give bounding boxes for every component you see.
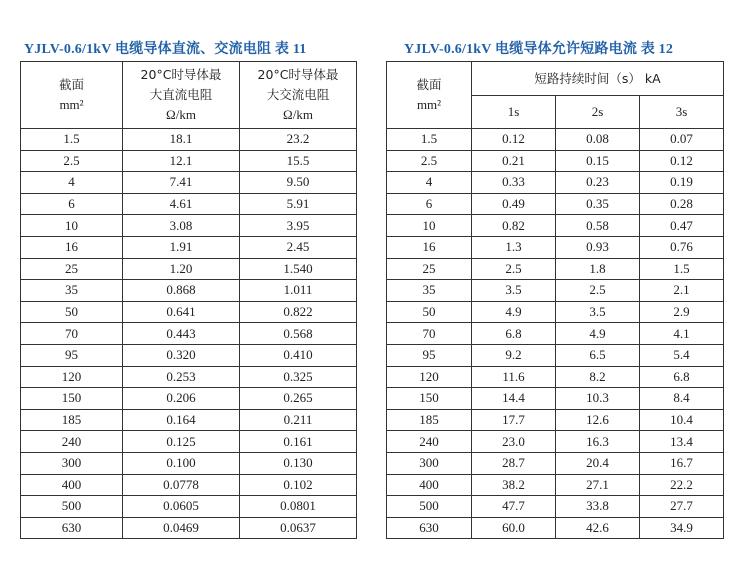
cell-value: 4.9 [472,301,556,323]
table-row [21,236,357,258]
cell-section: 2.5 [387,150,472,172]
cell-value: 0.443 [123,323,240,345]
cell-section: 95 [21,344,123,366]
cell-value: 0.164 [123,409,240,431]
cell-value: 1.8 [556,258,640,280]
cell-value: 0.253 [123,366,240,388]
table-row [387,366,724,388]
cell-section: 16 [387,236,472,258]
cell-value: 4.61 [123,193,240,215]
table-row [387,193,724,215]
cell-section: 150 [387,388,472,410]
cell-section: 185 [21,409,123,431]
cell-value: 3.08 [123,215,240,237]
cell-value: 4.9 [556,323,640,345]
cell-value: 0.07 [640,129,724,151]
table-row [21,172,357,194]
cell-value: 0.206 [123,388,240,410]
table-row [387,517,724,539]
cell-value: 42.6 [556,517,640,539]
table-row [21,193,357,215]
cell-value: 2.1 [640,280,724,302]
cell-value: 0.12 [640,150,724,172]
table-row [21,344,357,366]
cell-value: 0.35 [556,193,640,215]
cell-value: 23.0 [472,431,556,453]
header-dc-resistance: 20°C时导体最 大直流电阻 Ω/km [123,62,240,129]
cell-value: 6.8 [472,323,556,345]
cell-value: 11.6 [472,366,556,388]
cell-value: 27.1 [556,474,640,496]
cell-value: 1.540 [240,258,357,280]
cell-section: 4 [387,172,472,194]
cell-section: 120 [387,366,472,388]
cell-value: 0.93 [556,236,640,258]
cell-value: 0.102 [240,474,357,496]
cell-value: 0.33 [472,172,556,194]
cell-section: 150 [21,388,123,410]
cell-value: 2.9 [640,301,724,323]
cell-value: 23.2 [240,129,357,151]
cell-value: 2.5 [472,258,556,280]
cell-section: 70 [387,323,472,345]
dc-ac-resistance-table [20,61,357,539]
cell-value: 0.76 [640,236,724,258]
cell-value: 16.3 [556,431,640,453]
cell-value: 6.5 [556,344,640,366]
header-ac-resistance: 20°C时导体最 大交流电阻 Ω/km [240,62,357,129]
cell-section: 240 [21,431,123,453]
cell-value: 7.41 [123,172,240,194]
cell-value: 1.91 [123,236,240,258]
table-row [21,388,357,410]
table-row [21,301,357,323]
cell-value: 8.2 [556,366,640,388]
cell-value: 0.211 [240,409,357,431]
table-row [387,323,724,345]
table-12-body [387,129,724,539]
cell-section: 6 [21,193,123,215]
header-1s: 1s [472,96,556,129]
cell-section: 25 [21,258,123,280]
table-row [387,388,724,410]
table-row [21,496,357,518]
cell-section: 630 [21,517,123,539]
table-row [387,452,724,474]
table-row [21,431,357,453]
cell-value: 0.58 [556,215,640,237]
cell-value: 0.15 [556,150,640,172]
cell-value: 20.4 [556,452,640,474]
cell-value: 0.125 [123,431,240,453]
table-row [387,215,724,237]
cell-value: 0.21 [472,150,556,172]
cell-value: 0.0778 [123,474,240,496]
cell-value: 3.5 [556,301,640,323]
cell-value: 0.868 [123,280,240,302]
cell-section: 50 [21,301,123,323]
table-row [21,129,357,151]
table-row [387,474,724,496]
cell-value: 0.0469 [123,517,240,539]
header-section: 截面 mm² [21,62,123,129]
cell-value: 0.320 [123,344,240,366]
cell-value: 0.0801 [240,496,357,518]
table-row [21,323,357,345]
cell-value: 27.7 [640,496,724,518]
table-row [387,129,724,151]
cell-value: 0.265 [240,388,357,410]
cell-value: 0.641 [123,301,240,323]
table-row [21,366,357,388]
cell-section: 400 [21,474,123,496]
cell-value: 0.161 [240,431,357,453]
table-row [387,172,724,194]
cell-section: 185 [387,409,472,431]
cell-section: 10 [21,215,123,237]
cell-value: 0.410 [240,344,357,366]
cell-section: 300 [21,452,123,474]
cell-section: 240 [387,431,472,453]
cell-value: 0.28 [640,193,724,215]
table-row [21,150,357,172]
table-row [21,474,357,496]
cell-section: 35 [21,280,123,302]
cell-value: 1.011 [240,280,357,302]
cell-section: 4 [21,172,123,194]
table-row [387,409,724,431]
cell-value: 0.325 [240,366,357,388]
cell-section: 6 [387,193,472,215]
cell-value: 47.7 [472,496,556,518]
cell-value: 0.100 [123,452,240,474]
cell-value: 0.130 [240,452,357,474]
table-row [387,280,724,302]
table-row [387,150,724,172]
cell-value: 38.2 [472,474,556,496]
cell-section: 1.5 [387,129,472,151]
cell-value: 28.7 [472,452,556,474]
table-row [387,301,724,323]
cell-section: 500 [21,496,123,518]
header-3s: 3s [640,96,724,129]
short-circuit-current-table [386,61,724,539]
cell-section: 120 [21,366,123,388]
cell-value: 0.08 [556,129,640,151]
table-row [387,496,724,518]
cell-value: 1.5 [640,258,724,280]
table-row [387,431,724,453]
cell-value: 9.50 [240,172,357,194]
cell-value: 12.1 [123,150,240,172]
cell-value: 8.4 [640,388,724,410]
table-11-body [21,129,357,539]
cell-value: 0.19 [640,172,724,194]
cell-value: 0.47 [640,215,724,237]
cell-value: 22.2 [640,474,724,496]
cell-value: 34.9 [640,517,724,539]
cell-section: 2.5 [21,150,123,172]
cell-value: 0.12 [472,129,556,151]
cell-section: 1.5 [21,129,123,151]
cell-value: 15.5 [240,150,357,172]
header-2s: 2s [556,96,640,129]
table-row [21,215,357,237]
table-row [387,236,724,258]
cell-section: 16 [21,236,123,258]
cell-value: 60.0 [472,517,556,539]
cell-value: 33.8 [556,496,640,518]
cell-value: 0.49 [472,193,556,215]
table-row [387,344,724,366]
cell-value: 0.568 [240,323,357,345]
table-11-title: YJLV-0.6/1kV 电缆导体直流、交流电阻 表 11 [24,42,307,57]
cell-section: 500 [387,496,472,518]
table-12-title: YJLV-0.6/1kV 电缆导体允许短路电流 表 12 [404,42,674,57]
table-row [387,258,724,280]
table-row [21,517,357,539]
cell-value: 0.0605 [123,496,240,518]
cell-section: 50 [387,301,472,323]
cell-value: 5.91 [240,193,357,215]
cell-value: 14.4 [472,388,556,410]
cell-value: 5.4 [640,344,724,366]
cell-section: 95 [387,344,472,366]
cell-value: 3.95 [240,215,357,237]
cell-value: 10.4 [640,409,724,431]
cell-value: 18.1 [123,129,240,151]
table-row [21,409,357,431]
cell-value: 0.822 [240,301,357,323]
cell-section: 35 [387,280,472,302]
table-row [21,280,357,302]
cell-value: 1.3 [472,236,556,258]
cell-section: 70 [21,323,123,345]
cell-value: 9.2 [472,344,556,366]
cell-section: 10 [387,215,472,237]
cell-value: 10.3 [556,388,640,410]
cell-section: 300 [387,452,472,474]
header-section: 截面 mm² [387,62,472,129]
table-row [21,258,357,280]
cell-section: 25 [387,258,472,280]
cell-value: 2.5 [556,280,640,302]
cell-value: 2.45 [240,236,357,258]
cell-value: 0.0637 [240,517,357,539]
header-duration-group: 短路持续时间（s） kA [472,62,724,96]
table-row [21,452,357,474]
cell-value: 17.7 [472,409,556,431]
cell-value: 3.5 [472,280,556,302]
cell-value: 12.6 [556,409,640,431]
cell-value: 0.82 [472,215,556,237]
cell-section: 630 [387,517,472,539]
cell-section: 400 [387,474,472,496]
cell-value: 4.1 [640,323,724,345]
cell-value: 13.4 [640,431,724,453]
cell-value: 1.20 [123,258,240,280]
cell-value: 16.7 [640,452,724,474]
cell-value: 0.23 [556,172,640,194]
cell-value: 6.8 [640,366,724,388]
